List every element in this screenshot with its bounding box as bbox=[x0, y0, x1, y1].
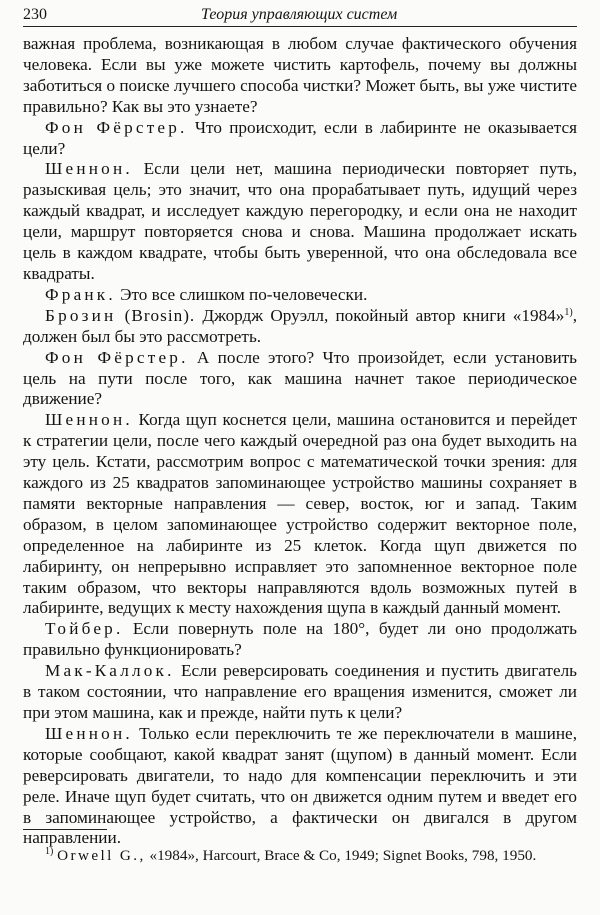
speaker-name: Брозин bbox=[45, 305, 117, 325]
paragraph-text: Что происходит, если в лабиринте не оказывается цели? bbox=[23, 117, 577, 158]
footnote-paragraph bbox=[23, 846, 577, 866]
paragraph bbox=[23, 118, 577, 160]
paragraph-text: А после этого? Что произойдет, если установить цель на пути после того, как машина начнет такое периодическое движение? bbox=[23, 347, 577, 409]
paragraph-text: Только если переключить те же переключатели в машине, которые сообщают, какой квадрат занят (щупом) в данный момент. Если реверсировать двигатели, то надо для компенсации переключить и эти реле. Иначе щуп будет считать, что он движется одним путем и введет его в запоминающее устройство, а фактически он двигался в другом направлении. bbox=[23, 723, 577, 848]
speaker-name: Шеннон. bbox=[45, 159, 133, 179]
paragraph bbox=[23, 410, 577, 619]
speaker-name: Мак-Каллок. bbox=[45, 661, 175, 681]
paragraph bbox=[23, 285, 577, 306]
footnote-mark: 1) bbox=[45, 846, 54, 857]
speaker-name: Франк. bbox=[45, 284, 116, 304]
paragraph-text: Если реверсировать соединения и пустить двигатель в таком состоянии, что направление его вращения изменится, сможет ли при этом машина, как и прежде, найти путь к цели? bbox=[23, 661, 577, 722]
page-number: 230 bbox=[23, 6, 47, 23]
speaker-name: Фон Фёрстер. bbox=[45, 347, 189, 367]
paragraph bbox=[23, 661, 577, 724]
paragraph bbox=[23, 159, 577, 284]
paragraph bbox=[23, 724, 577, 849]
paragraph-text: , должен был бы это рассмотреть. bbox=[23, 305, 577, 346]
footnote-text: «1984», Harcourt, Brace & Co, 1949; Signet Books, 798, 1950. bbox=[145, 847, 537, 864]
footnote-reference: 1) bbox=[564, 306, 573, 318]
paragraph-text: важная проблема, возникающая в любом случае фактического обучения человека. Если вы уже можете чистить картофель, почему вы должны заботиться о поиске лучшего способа чистки? Может быть, вы уже чистите правильно? Как вы это узнаете? bbox=[23, 34, 577, 116]
speaker-name: Тойбер. bbox=[45, 619, 124, 639]
paragraph-text: Это все слишком по-человечески. bbox=[115, 284, 368, 304]
paragraph bbox=[23, 34, 577, 118]
speaker-name: Фон Фёрстер. bbox=[45, 117, 188, 137]
paragraph-text: Если цели нет, машина периодически повторяет путь, разыскивая цель; это значит, что она прорабатывает путь, идущий через каждый квадрат, и исследует каждую перегородку, и если она не находит цели, маршрут повторяется снова и снова. Машина продолжает искать цель в каждом квадрате, чтобы быть уверенной, что она обследовала все квадраты. bbox=[23, 159, 577, 283]
footnote-divider bbox=[23, 829, 107, 830]
paragraph bbox=[23, 348, 577, 411]
paragraph bbox=[23, 619, 577, 661]
speaker-name: Шеннон. bbox=[45, 723, 133, 743]
paragraph-text: Когда щуп коснется цели, машина остановится и перейдет к стратегии цели, после чего каждый очередной раз она будет выходить на эту цель. Кстати, рассмотрим вопрос с математической точки зрения: для каждого из 25 квадратов запоминающее устройство машины сохраняет в памяти векторные направления — север, восток, юг и запад. Таким образом, в целом запоминающее устройство содержит векторное поле, определенное на лабиринте из 25 клеток. Когда щуп движется по лабиринту, он непрерывно исправляет это запомненное векторное поле таким образом, что векторы направляются вдоль возможных путей в лабиринте, ведущих к месту нахождения щупа в каждый данный момент. bbox=[23, 410, 577, 618]
running-title: Теория управляющих систем bbox=[201, 6, 398, 23]
body-text bbox=[23, 34, 577, 849]
page-header bbox=[23, 4, 577, 27]
paragraph-text: Джордж Оруэлл, покойный автор книги «1984» bbox=[195, 305, 565, 325]
speaker-name: Шеннон. bbox=[45, 410, 133, 430]
footnote-author: Orwell G., bbox=[57, 847, 146, 864]
paragraph-text: Если повернуть поле на 180°, будет ли оно продолжать правильно функционировать? bbox=[23, 619, 577, 660]
speaker-latin-name: (Brosin). bbox=[116, 305, 196, 325]
footnote bbox=[23, 846, 577, 866]
paragraph bbox=[23, 306, 577, 348]
